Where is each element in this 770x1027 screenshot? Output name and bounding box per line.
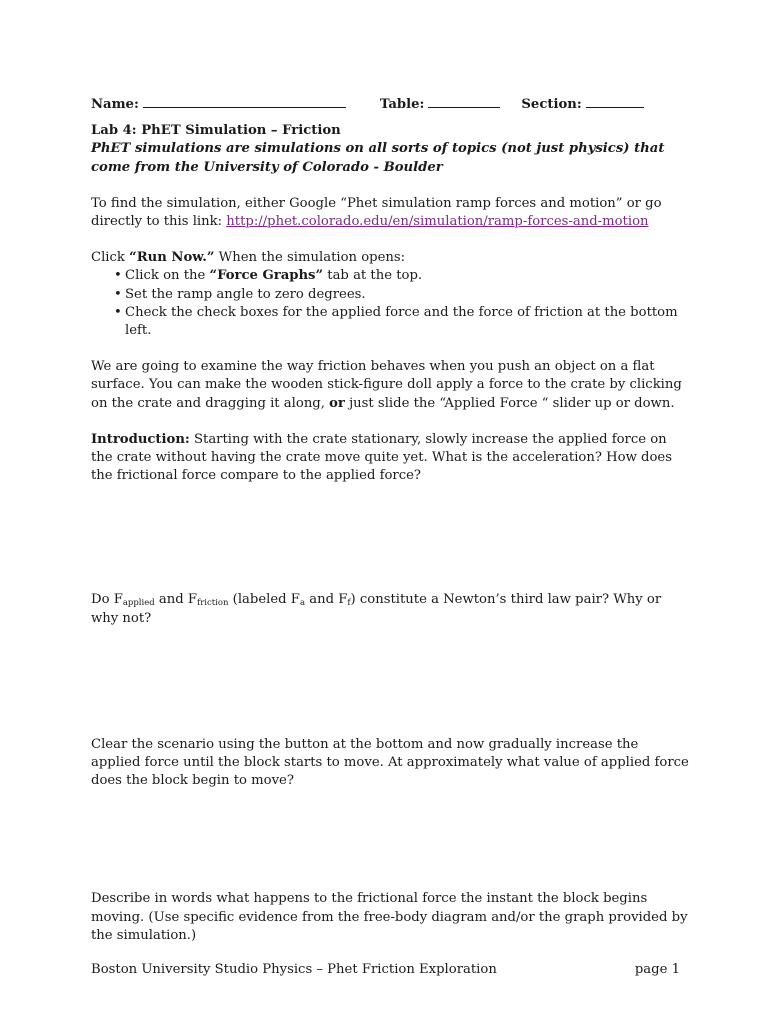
examine-paragraph [91, 358, 691, 413]
q-text-part: Do F [91, 592, 123, 608]
worksheet-page [91, 95, 691, 1027]
introduction-question [91, 431, 691, 486]
answer-space-1[interactable] [91, 485, 691, 573]
applied-force-question: Clear the scenario using the button at the bottom and now gradually increase the applied force until the block starts to move. At approximately what value of applied force does the block begin to move? [91, 736, 689, 789]
introduction-label: Introduction: [91, 431, 190, 447]
name-field[interactable] [91, 95, 346, 114]
q-text-part: and F [154, 592, 198, 608]
run-now-prefix: Click [91, 250, 130, 266]
q-text-part: (labeled F [228, 592, 300, 608]
list-item: • Set the ramp angle to zero degrees. [115, 286, 691, 304]
subscript-applied: applied [122, 598, 155, 609]
list-item [115, 267, 691, 285]
page-number: page 1 [634, 962, 680, 977]
examine-text-before: We are going to examine the way friction behaves when you push an object on a flat surface. You can make the wooden stick-figure doll apply a force to the crate by clicking on the crate and dragging it along, [91, 359, 682, 411]
section-label: Section: [521, 97, 582, 112]
find-simulation-paragraph [91, 195, 691, 231]
subscript-friction: friction [197, 598, 229, 609]
table-blank-line[interactable] [428, 95, 500, 108]
page-footer [91, 961, 680, 979]
examine-or: or [329, 395, 345, 411]
examine-text-after: just slide the “Applied Force “ slider up or down. [344, 395, 675, 411]
footer-course-title: Boston University Studio Physics – Phet Friction Exploration [91, 962, 497, 977]
find-simulation-text: To find the simulation, either Google “Phet simulation ramp forces and motion” or go directly to this link: [91, 195, 662, 230]
subscript-a: a [299, 598, 306, 609]
newton-pair-question [91, 591, 691, 627]
lab-subtitle: PhET simulations are simulations on all sorts of topics (not just physics) that come from the University of Colorado - Boulder [91, 141, 665, 175]
bullet-1-after: tab at the top. [323, 268, 423, 284]
run-now-label: “Run Now.” [129, 250, 215, 266]
name-label: Name: [91, 97, 139, 112]
run-now-suffix: When the simulation opens: [214, 250, 406, 266]
frictional-force-question: Describe in words what happens to the frictional force the instant the block begins moving. (Use specific evidence from the free-body diagram and/or the graph provided by the simulation.) [91, 891, 688, 943]
bullet-1-bold: “Force Graphs” [209, 268, 324, 284]
section-blank-line[interactable] [586, 95, 644, 108]
student-info-header [91, 95, 691, 114]
q-text-part: and F [305, 592, 348, 608]
simulation-link[interactable]: http://phet.colorado.edu/en/simulation/ramp-forces-and-motion [226, 214, 649, 230]
answer-space-4[interactable] [91, 945, 691, 1027]
lab-title: Lab 4: PhET Simulation – Friction [91, 123, 341, 139]
run-now-paragraph [91, 249, 691, 267]
subscript-f: f [347, 598, 351, 609]
q-text-part: ) constitute a Newton’s third law pair? Why or why not? [91, 592, 662, 626]
instruction-list [91, 267, 691, 340]
name-blank-line[interactable] [143, 95, 346, 108]
list-item: • Check the check boxes for the applied force and the force of friction at the bottom left. [115, 304, 691, 340]
bullet-1-before: Click on the [125, 268, 210, 284]
table-field[interactable] [380, 95, 501, 114]
section-field[interactable] [521, 95, 643, 114]
answer-space-2[interactable] [91, 628, 691, 718]
answer-space-3[interactable] [91, 790, 691, 872]
table-label: Table: [379, 97, 425, 112]
introduction-text: Starting with the crate stationary, slowly increase the applied force on the crate without having the crate move quite yet. What is the acceleration? How does the frictional force compare to the applied force? [91, 431, 673, 484]
